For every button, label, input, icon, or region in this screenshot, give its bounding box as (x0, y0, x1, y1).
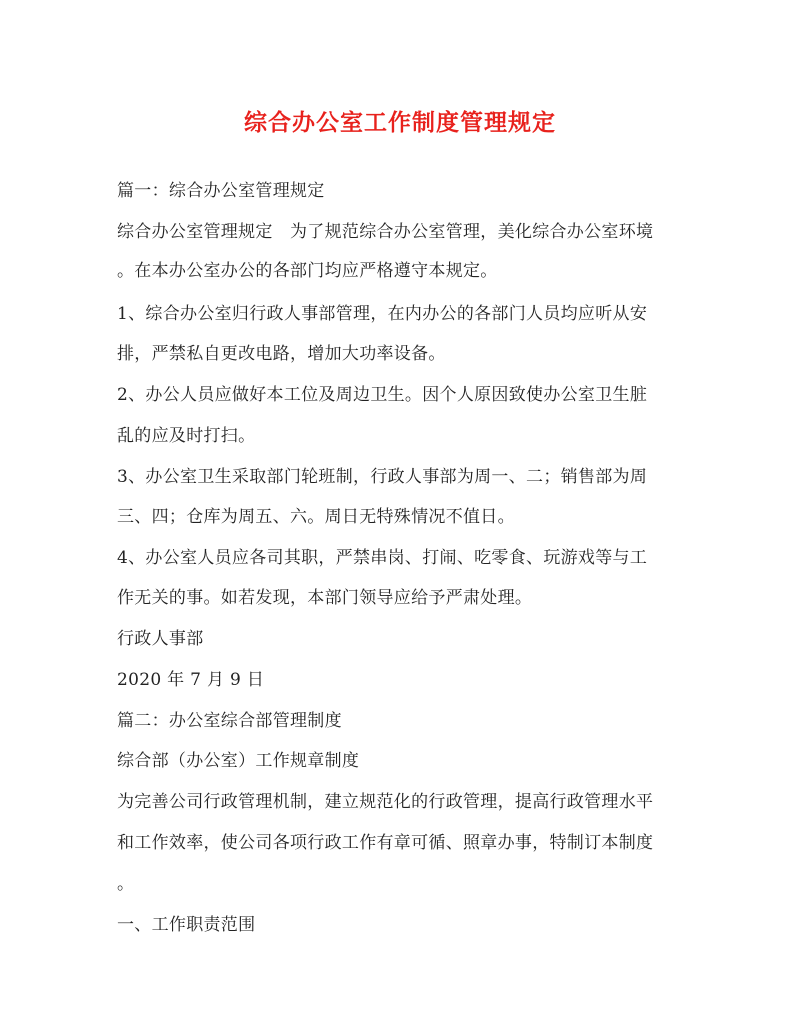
section-heading-1: 篇一：综合办公室管理规定 (117, 181, 325, 201)
paragraph-line: 。 (117, 874, 135, 894)
signature-department: 行政人事部 (117, 629, 204, 649)
subheading: 综合部（办公室）工作规章制度 (117, 751, 360, 771)
paragraph-line: 排，严禁私自更改电路，增加大功率设备。 (117, 344, 446, 364)
signature-date: 2020 年 7 月 9 日 (117, 670, 265, 690)
paragraph-line: 4、办公室人员应各司其职，严禁串岗、打闹、吃零食、玩游戏等与工 (117, 548, 648, 568)
paragraph-line: 1、综合办公室归行政人事部管理，在内办公的各部门人员均应听从安 (117, 304, 648, 324)
document-title: 综合办公室工作制度管理规定 (244, 109, 556, 136)
section-item-heading: 一、工作职责范围 (117, 915, 256, 935)
paragraph-line: 为完善公司行政管理机制，建立规范化的行政管理，提高行政管理水平 (117, 792, 654, 812)
section-heading-2: 篇二：办公室综合部管理制度 (117, 711, 342, 731)
paragraph-line: 乱的应及时打扫。 (117, 426, 256, 446)
paragraph-line: 3、办公室卫生采取部门轮班制，行政人事部为周一、二；销售部为周 (117, 467, 648, 487)
paragraph-line: 。在本办公室办公的各部门均应严格遵守本规定。 (117, 261, 498, 281)
paragraph-line: 和工作效率，使公司各项行政工作有章可循、照章办事，特制订本制度 (117, 833, 654, 853)
paragraph-line: 2、办公人员应做好本工位及周边卫生。因个人原因致使办公室卫生脏 (117, 385, 648, 405)
paragraph-line: 三、四；仓库为周五、六。周日无特殊情况不值日。 (117, 507, 515, 527)
paragraph-line: 作无关的事。如若发现，本部门领导应给予严肃处理。 (117, 588, 533, 608)
paragraph-line: 综合办公室管理规定 为了规范综合办公室管理，美化综合办公室环境 (117, 222, 654, 242)
